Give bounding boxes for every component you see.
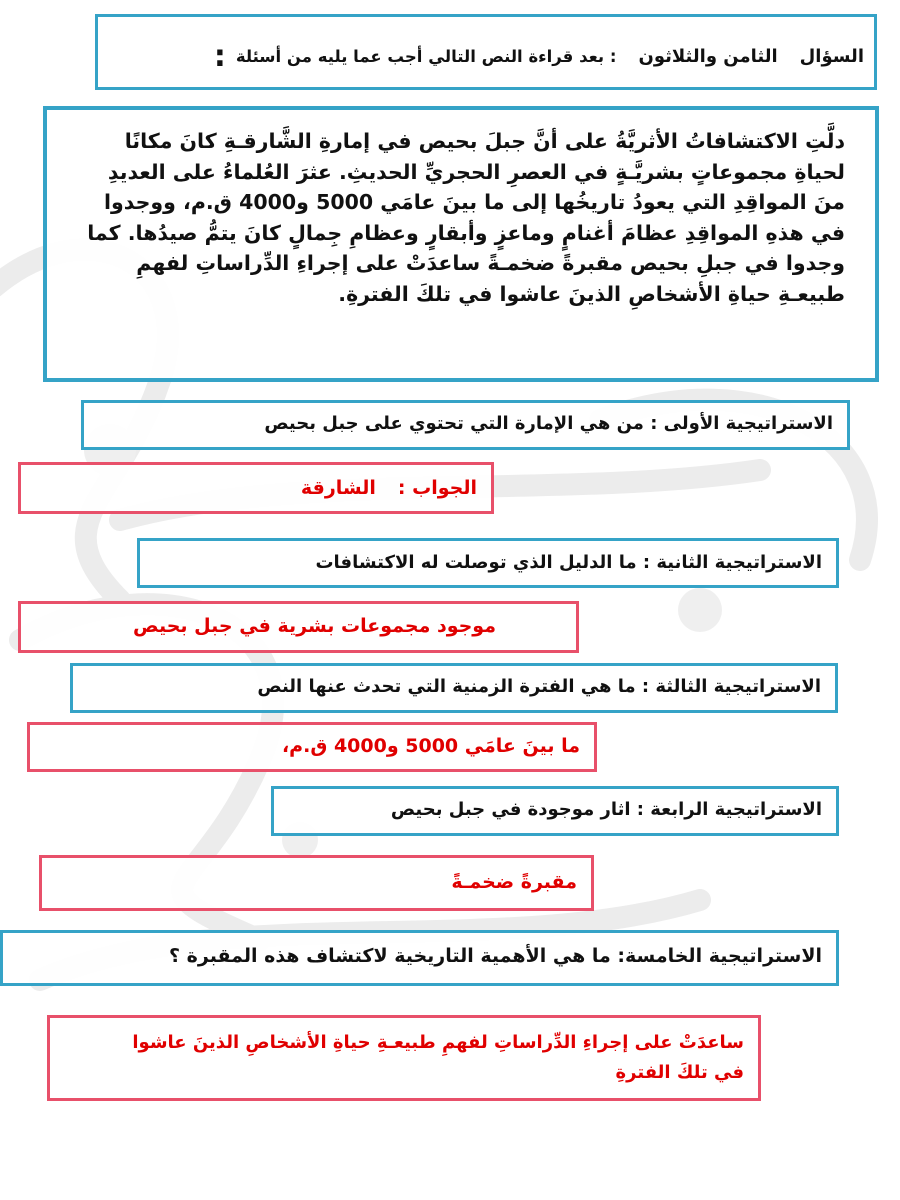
- passage-line: دلَّتِ الاكتشافاتُ الأثريَّةُ على أنَّ جبلَ بحيص في إمارةِ الشَّارقـةِ كانَ مكانًا: [124, 129, 845, 153]
- strategy-5-question: الاستراتيجية الخامسة: ما هي الأهمية التاريخية لاكتشاف هذه المقبرة ؟: [0, 930, 839, 986]
- reading-passage: [43, 106, 879, 382]
- strategy-3-answer: [27, 722, 597, 772]
- strategy-1-answer: [18, 462, 494, 514]
- strategy-4-answer: [39, 855, 594, 911]
- header-big-colon: :: [213, 39, 226, 74]
- passage-line: في هذهِ المواقِدِ عظامَ أغنامٍ وماعزٍ وأبقارٍ وعظامِ جِمالٍ كانَ يتمُّ صيدُها. كما: [87, 220, 845, 245]
- answer-text: الشارقة: [300, 477, 376, 499]
- strategy-4-question: الاستراتيجية الرابعة : اثار موجودة في جبل بحيص: [271, 786, 839, 836]
- question-ordinal: الثامن والثلاثون: [638, 46, 778, 67]
- strategy-2-question: الاستراتيجية الثانية : ما الدليل الذي توصلت له الاكتشافات: [137, 538, 839, 588]
- answer-text: موجود مجموعات بشرية في جبل بحيص: [133, 615, 496, 637]
- answer-text: ما بينَ عامَي 5000 و4000 ق.م،: [281, 735, 580, 757]
- answer-text: مقبرةً ضخمـةً: [451, 871, 577, 893]
- strategy-1-question: الاستراتيجية الأولى : من هي الإمارة التي تحتوي على جبل بحيص: [81, 400, 850, 450]
- answer-label: الجواب :: [397, 477, 477, 499]
- answer-line: في تلكَ الفترةِ: [615, 1062, 744, 1083]
- passage-line: وجدوا في جبلِ بحيص مقبرةً ضخمـةً ساعدَتْ على إجراءِ الدِّراساتِ لفهمِ: [136, 251, 845, 275]
- passage-line: منَ المواقِدِ التي يعودُ تاريخُها إلى ما بينَ عامَي 5000 و4000 ق.م، ووجدوا: [104, 190, 845, 214]
- question-header: [95, 14, 877, 90]
- strategy-2-answer: [18, 601, 579, 653]
- answer-line: ساعدَتْ على إجراءِ الدِّراساتِ لفهمِ طبيعـةِ حياةِ الأشخاصِ الذينَ عاشوا: [132, 1032, 744, 1053]
- strategy-5-answer: [47, 1015, 761, 1101]
- passage-line: طبيعـةِ حياةِ الأشخاصِ الذينَ عاشوا في تلكَ الفترةِ.: [338, 281, 845, 306]
- question-word: السؤال: [799, 46, 864, 67]
- question-instruction: : بعد قراءة النص التالي أجب عما يليه من أسئلة: [235, 47, 617, 66]
- passage-line: لحياةِ مجموعاتٍ بشريَّـةٍ في العصرِ الحجريِّ الحديثِ. عثرَ العُلماءُ على العديدِ: [107, 159, 845, 184]
- strategy-3-question: الاستراتيجية الثالثة : ما هي الفترة الزمنية التي تحدث عنها النص: [70, 663, 838, 713]
